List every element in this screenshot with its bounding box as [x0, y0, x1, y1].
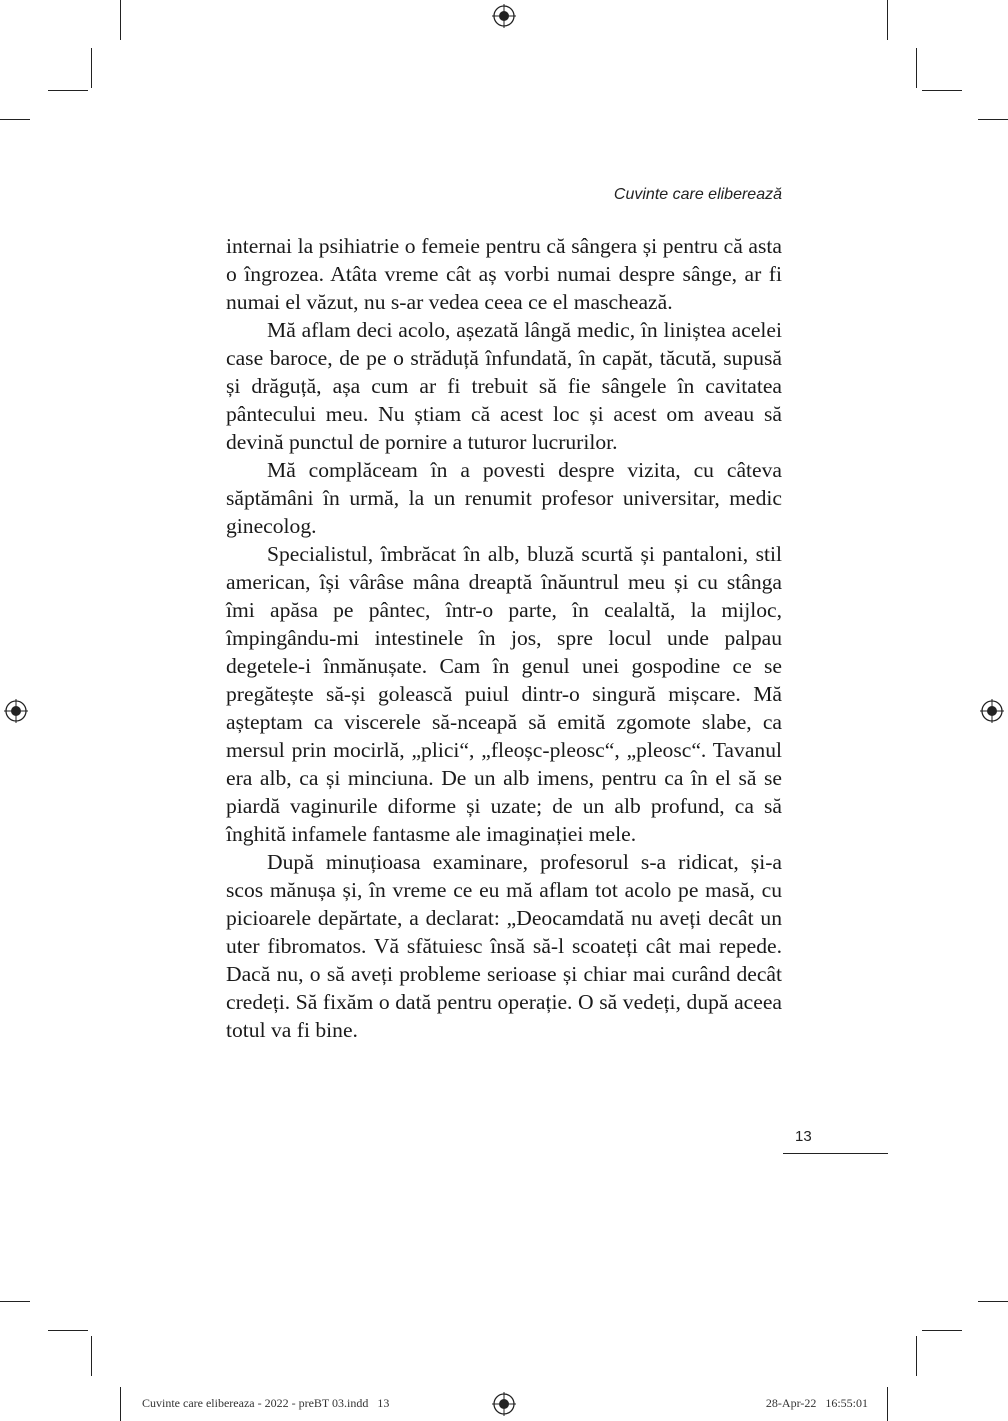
- crop-mark: [120, 0, 121, 40]
- crop-mark: [887, 0, 888, 40]
- crop-mark: [887, 1387, 888, 1421]
- crop-mark: [0, 119, 30, 120]
- crop-mark: [916, 48, 917, 88]
- paragraph: Mă aflam deci acolo, așezată lângă medic, în liniștea acelei case baroce, de pe o străduță înfundată, în capăt, tăcută, supusă și drăguță, așa cum ar fi trebuit să fie sângele în cavitatea pântecului meu. Nu știam că acest loc și acest om aveau să devină punctul de pornire a tuturor lucrurilor.: [226, 318, 782, 454]
- paragraph: internai la psihiatrie o femeie pentru că sângera și pentru că asta o îngrozea. Atâta vreme cât aș vorbi numai despre sânge, ar fi numai el văzut, nu s-ar vedea ceea ce el maschează.: [226, 234, 782, 314]
- paragraph: Specialistul, îmbrăcat în alb, bluză scurtă și pantaloni, stil american, își vârâse mâna dreaptă înăuntrul meu și cu stânga îmi apăsa pe pântec, într-o parte, în cealaltă, la mijloc, împingându-mi intestinele în jos, spre locul unde palpau degetele-i înmănușate. Cam în genul unei gospodine ce se pregătește să-și golească puiul dintr-o singură mișcare. Mă așteptam ca viscerele să-nceapă să emită zgomote slabe, ca mersul prin mocirlă, „plici“, „fleoșc-pleosc“, „pleosc“. Tavanul era alb, ca și minciuna. De un alb imens, pentru ca în el să se piardă vaginurile diforme și uzate; de un alb profund, ca să înghită infamele fantasme ale imaginației mele.: [226, 542, 782, 846]
- crop-mark: [48, 1330, 88, 1331]
- crop-mark: [922, 90, 962, 91]
- crop-mark: [48, 90, 88, 91]
- crop-mark: [922, 1330, 962, 1331]
- crop-mark: [916, 1336, 917, 1376]
- crop-mark: [978, 119, 1008, 120]
- registration-mark-icon: [4, 699, 28, 723]
- crop-mark: [91, 1336, 92, 1376]
- paragraph: După minuțioasa examinare, profesorul s-a ridicat, și-a scos mănușa și, în vreme ce eu mă aflam tot acolo pe masă, cu picioarele depărtate, a declarat: „Deocamdată nu aveți decât un uter fibromatos. Vă sfătuiesc însă să-l scoateți cât mai repede. Dacă nu, o să aveți probleme serioase și chiar mai curând decât credeți. Să fixăm o dată pentru operație. O să vedeți, după aceea totul va fi bine.: [226, 850, 782, 1042]
- crop-mark: [0, 1301, 30, 1302]
- slug-timestamp: 28-Apr-22 16:55:01: [765, 1396, 868, 1410]
- crop-mark: [91, 48, 92, 88]
- crop-mark: [978, 1301, 1008, 1302]
- registration-mark-icon: [492, 1392, 516, 1416]
- crop-mark: [120, 1387, 121, 1421]
- registration-mark-icon: [492, 4, 516, 28]
- page-number: 13: [795, 1128, 812, 1145]
- folio-rule: [783, 1153, 888, 1154]
- slug-file: Cuvinte care elibereaza - 2022 - preBT 03.indd 13: [142, 1396, 390, 1410]
- registration-mark-icon: [980, 699, 1004, 723]
- paragraph: Mă complăceam în a povesti despre vizita, cu câteva săptămâni în urmă, la un renumit profesor universitar, medic ginecolog.: [226, 458, 782, 538]
- body-text: [226, 232, 782, 1044]
- running-head: Cuvinte care eliberează: [613, 186, 782, 203]
